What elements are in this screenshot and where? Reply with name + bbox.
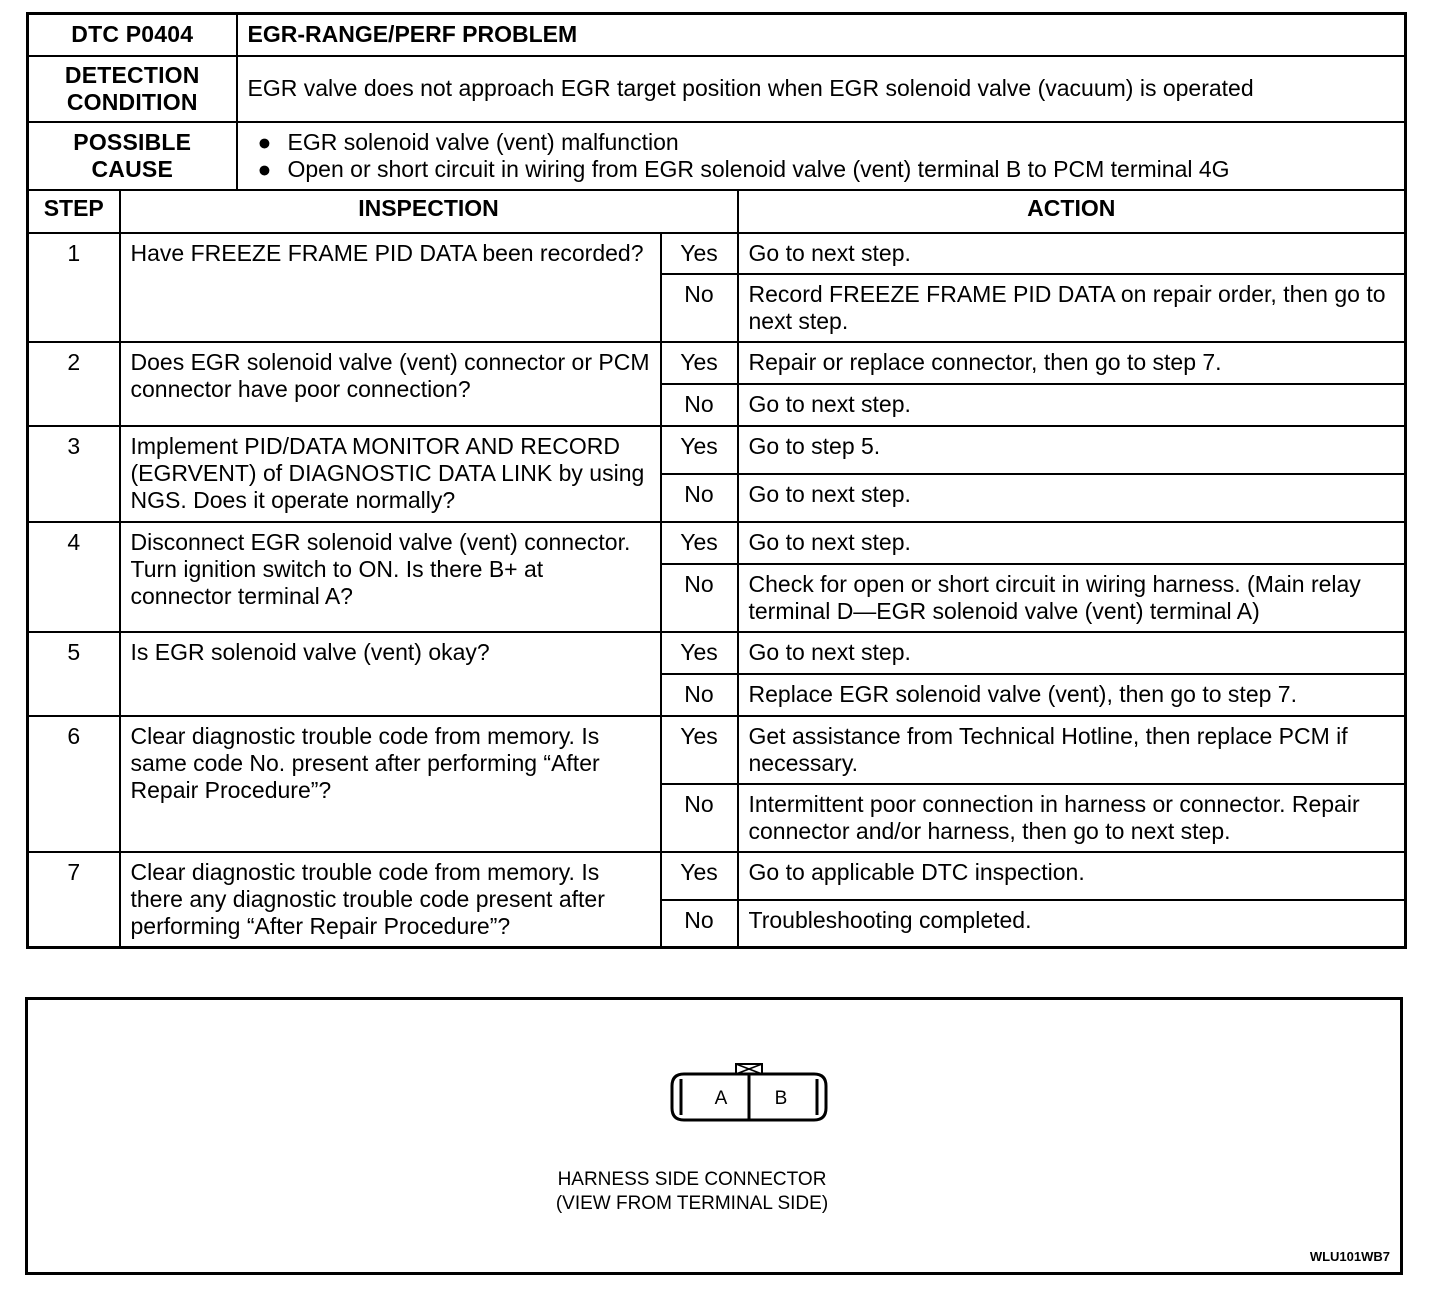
no-label: No — [661, 900, 738, 947]
detection-row — [28, 56, 1406, 122]
detection-condition-label: DETECTION CONDITION — [28, 56, 237, 122]
yes-action: Get assistance from Technical Hotline, then replace PCM if necessary. — [738, 716, 1406, 784]
no-label: No — [661, 474, 738, 522]
inspection-text: Is EGR solenoid valve (vent) okay? — [120, 632, 661, 716]
yes-action: Go to next step. — [738, 632, 1406, 674]
step-row — [28, 426, 1406, 474]
connector-diagram — [25, 997, 1403, 1275]
cause-item: ● EGR solenoid valve (vent) malfunction — [257, 128, 679, 155]
connector-caption-line1: HARNESS SIDE CONNECTOR — [557, 1169, 827, 1190]
figure-reference-code: WLU101WB7 — [1309, 1249, 1390, 1264]
yes-label: Yes — [661, 342, 738, 384]
step-row — [28, 716, 1406, 784]
column-header-row — [28, 190, 1406, 233]
detection-condition-value: EGR valve does not approach EGR target position when EGR solenoid valve (vacuum) is operated — [237, 56, 1406, 122]
bullet-icon: ● — [257, 155, 272, 182]
step-row — [28, 342, 1406, 384]
no-action: Intermittent poor connection in harness or connector. Repair connector and/or harness, then go to next step. — [738, 784, 1406, 852]
yes-action: Go to step 5. — [738, 426, 1406, 474]
connector-caption-line2: (VIEW FROM TERMINAL SIDE) — [555, 1193, 829, 1214]
yes-label: Yes — [661, 426, 738, 474]
possible-cause-list — [237, 122, 1406, 190]
yes-label: Yes — [661, 852, 738, 901]
terminal-a-label: A — [714, 1088, 728, 1109]
step-row — [28, 233, 1406, 274]
connector-icon — [648, 1058, 828, 1128]
action-column-header: ACTION — [738, 190, 1406, 233]
possible-cause-row — [28, 122, 1406, 190]
inspection-column-header: INSPECTION — [120, 190, 738, 233]
yes-label: Yes — [661, 716, 738, 784]
step-number: 5 — [28, 632, 120, 716]
yes-action: Go to next step. — [738, 522, 1406, 564]
terminal-b-label: B — [774, 1088, 788, 1109]
inspection-text: Does EGR solenoid valve (vent) connector or PCM connector have poor connection? — [120, 342, 661, 426]
bullet-icon: ● — [257, 128, 272, 155]
no-action: Replace EGR solenoid valve (vent), then go to step 7. — [738, 674, 1406, 716]
inspection-text: Clear diagnostic trouble code from memory. Is same code No. present after performing “After Repair Procedure”? — [120, 716, 661, 852]
no-label: No — [661, 784, 738, 852]
no-action: Record FREEZE FRAME PID DATA on repair order, then go to next step. — [738, 274, 1406, 342]
dtc-row — [28, 14, 1406, 56]
step-number: 6 — [28, 716, 120, 852]
no-action: Go to next step. — [738, 474, 1406, 522]
step-number: 1 — [28, 233, 120, 342]
step-row — [28, 852, 1406, 901]
possible-cause-label: POSSIBLE CAUSE — [28, 122, 237, 190]
inspection-text: Have FREEZE FRAME PID DATA been recorded? — [120, 233, 661, 342]
no-label: No — [661, 384, 738, 426]
no-label: No — [661, 564, 738, 632]
no-label: No — [661, 674, 738, 716]
yes-action: Go to applicable DTC inspection. — [738, 852, 1406, 901]
yes-action: Repair or replace connector, then go to step 7. — [738, 342, 1406, 384]
step-number: 3 — [28, 426, 120, 522]
step-number: 2 — [28, 342, 120, 426]
yes-label: Yes — [661, 632, 738, 674]
cause-item: ● Open or short circuit in wiring from EGR solenoid valve (vent) terminal B to PCM terminal 4G — [257, 155, 1230, 182]
no-label: No — [661, 274, 738, 342]
step-number: 7 — [28, 852, 120, 948]
no-action: Troubleshooting completed. — [738, 900, 1406, 947]
dtc-inspection-table — [26, 12, 1407, 949]
dtc-title: EGR-RANGE/PERF PROBLEM — [237, 14, 1406, 56]
yes-action: Go to next step. — [738, 233, 1406, 274]
inspection-text: Implement PID/DATA MONITOR AND RECORD (EGRVENT) of DIAGNOSTIC DATA LINK by using NGS. Does it operate normally? — [120, 426, 661, 522]
step-column-header: STEP — [28, 190, 120, 233]
step-number: 4 — [28, 522, 120, 632]
step-row — [28, 522, 1406, 564]
yes-label: Yes — [661, 233, 738, 274]
yes-label: Yes — [661, 522, 738, 564]
dtc-code-label: DTC P0404 — [28, 14, 237, 56]
no-action: Check for open or short circuit in wiring harness. (Main relay terminal D—EGR solenoid valve (vent) terminal A) — [738, 564, 1406, 632]
no-action: Go to next step. — [738, 384, 1406, 426]
inspection-text: Clear diagnostic trouble code from memory. Is there any diagnostic trouble code present after performing “After Repair Procedure”? — [120, 852, 661, 948]
inspection-text: Disconnect EGR solenoid valve (vent) connector. Turn ignition switch to ON. Is there B+ at connector terminal A? — [120, 522, 661, 632]
step-row — [28, 632, 1406, 674]
